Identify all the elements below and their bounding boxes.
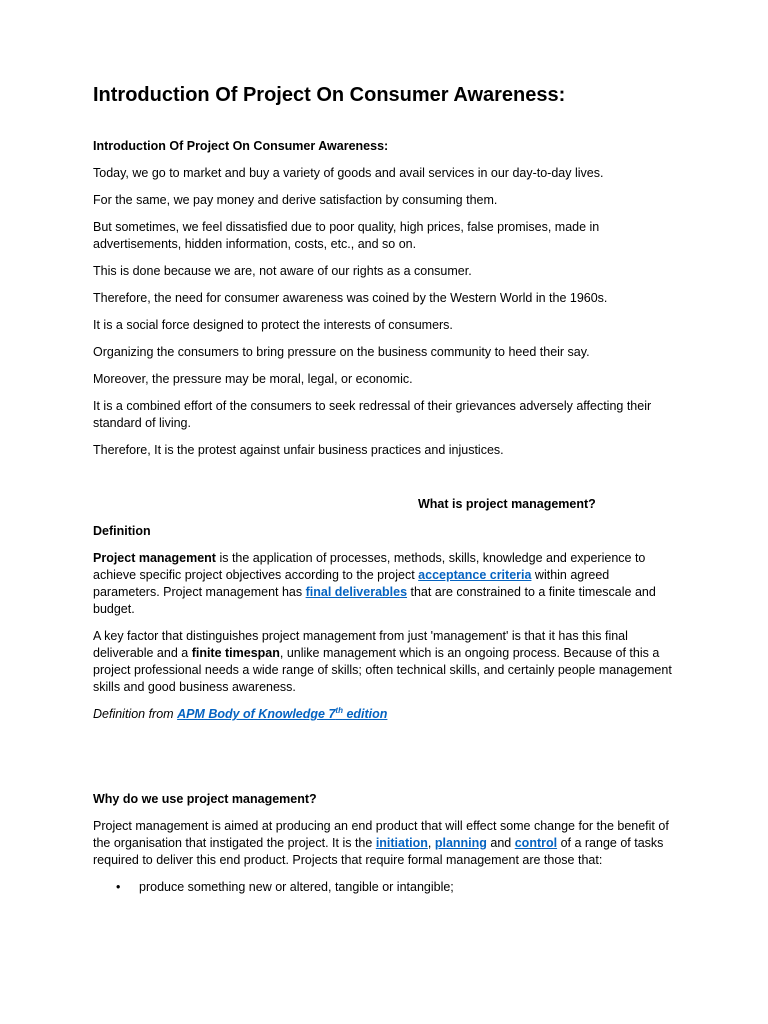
intro-paragraph: It is a combined effort of the consumers to seek redressal of their grievances adversely affecting their standard of living. <box>93 399 652 430</box>
apm-body-of-knowledge-link[interactable] <box>177 707 387 721</box>
planning-link[interactable]: planning <box>434 836 487 850</box>
bold-term: Project management <box>93 551 216 565</box>
definition-heading: Definition <box>93 524 151 538</box>
initiation-link[interactable]: initiation <box>375 836 428 850</box>
intro-paragraph: Therefore, It is the protest against unfair business practices and injustices. <box>93 443 504 457</box>
final-deliverables-link[interactable]: final deliverables <box>305 585 408 599</box>
text-run: , unlike management which is an ongoing process. Because of this a project professional needs a wide range of skills; often technical skills, and certainly people management skills and good business awareness. <box>93 646 672 694</box>
intro-paragraph: Today, we go to market and buy a variety of goods and avail services in our day-to-day lives. <box>93 166 604 180</box>
document-body <box>93 82 678 896</box>
bullet-list <box>93 879 678 896</box>
list-item-text: produce something new or altered, tangible or intangible; <box>139 880 454 894</box>
definition-paragraph <box>93 550 678 618</box>
intro-paragraph: Moreover, the pressure may be moral, legal, or economic. <box>93 372 413 386</box>
pm-heading: What is project management? <box>418 497 596 511</box>
text-run: Project management is aimed at producing an end product that will effect some change for the benefit of the organisation that instigated the project. It is the <box>93 819 669 850</box>
list-item <box>93 879 678 896</box>
link-superscript: th <box>335 705 343 715</box>
spacer <box>93 733 678 776</box>
intro-paragraph: It is a social force designed to protect the interests of consumers. <box>93 318 453 332</box>
control-link[interactable]: control <box>514 836 558 850</box>
text-run: within agreed parameters. Project management has <box>93 568 610 599</box>
intro-paragraph: But sometimes, we feel dissatisfied due to poor quality, high prices, false promises, made in advertisements, hidden information, costs, etc., and so on. <box>93 220 600 251</box>
intro-paragraph: For the same, we pay money and derive satisfaction by consuming them. <box>93 193 498 207</box>
text-run: of a range of tasks required to deliver this end product. Projects that require formal management are those that: <box>93 836 664 867</box>
source-line <box>93 706 678 723</box>
text-run: A key factor that distinguishes project management from just 'management' is that it has this final deliverable and a <box>93 629 628 660</box>
link-text: APM Body of Knowledge 7 <box>177 707 336 721</box>
key-factor-paragraph <box>93 628 678 696</box>
text-run: , <box>427 836 435 850</box>
link-text: edition <box>342 707 388 721</box>
intro-paragraph: Organizing the consumers to bring pressure on the business community to heed their say. <box>93 345 590 359</box>
intro-paragraph: This is done because we are, not aware of our rights as a consumer. <box>93 264 472 278</box>
bold-term: finite timespan <box>191 646 280 660</box>
text-run: that are constrained to a finite timescale and budget. <box>93 585 656 616</box>
bullet-icon: • <box>116 880 121 894</box>
acceptance-criteria-link[interactable]: acceptance criteria <box>418 568 532 582</box>
intro-paragraph: Therefore, the need for consumer awareness was coined by the Western World in the 1960s. <box>93 291 608 305</box>
text-run: and <box>486 836 515 850</box>
source-prefix: Definition from <box>93 707 178 721</box>
text-run: is the application of processes, methods, skills, knowledge and experience to achieve specific project objectives according to the project <box>93 551 646 582</box>
why-paragraph <box>93 818 678 869</box>
why-heading: Why do we use project management? <box>93 792 317 806</box>
page-title: Introduction Of Project On Consumer Awareness: <box>93 84 566 106</box>
intro-heading: Introduction Of Project On Consumer Awareness: <box>93 139 389 153</box>
